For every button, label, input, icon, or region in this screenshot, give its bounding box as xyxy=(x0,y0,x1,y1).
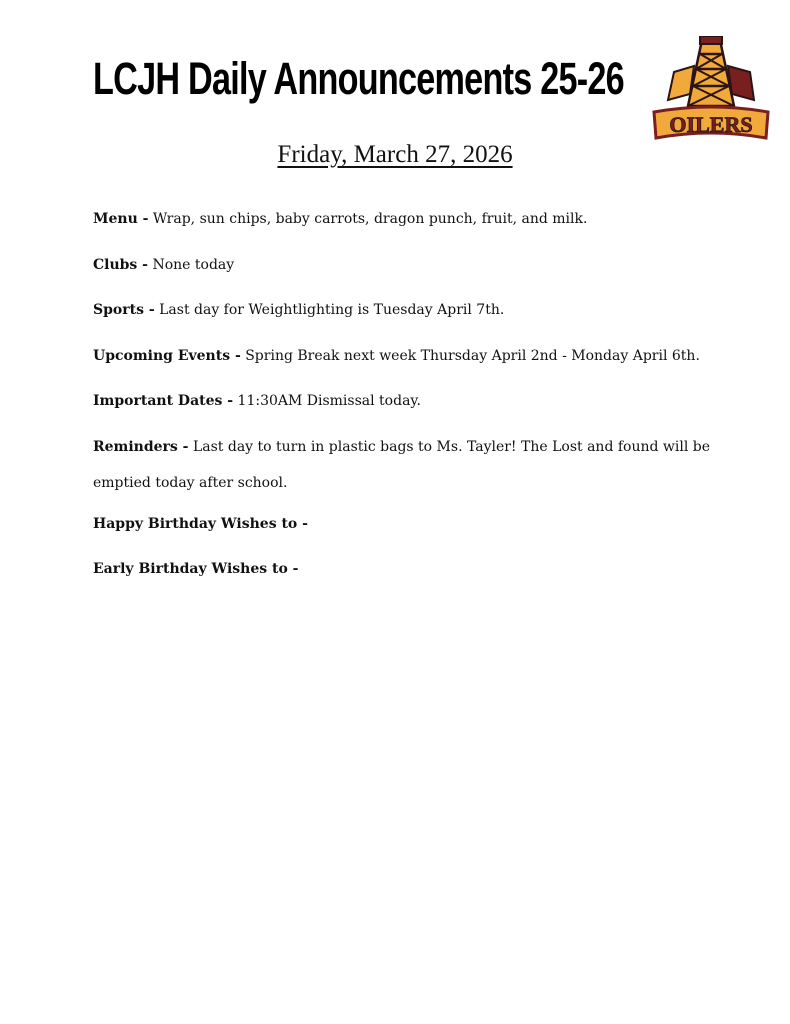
upcoming-events-item xyxy=(93,343,713,371)
menu-item xyxy=(93,206,713,234)
menu-text: Wrap, sun chips, baby carrots, dragon punch, fruit, and milk. xyxy=(152,211,588,227)
sports-label: Sports - xyxy=(93,302,155,318)
upcoming-events-label: Upcoming Events - xyxy=(93,347,241,364)
important-dates-label: Important Dates - xyxy=(93,393,234,409)
oilers-logo xyxy=(650,36,772,142)
early-birthday-item xyxy=(93,556,713,584)
reminders-text: Last day to turn in plastic bags to Ms. Tayler! The Lost and found will be emptied today after school. xyxy=(93,438,711,491)
clubs-text: None today xyxy=(152,256,235,273)
upcoming-events-text: Spring Break next week Thursday April 2nd - Monday April 6th. xyxy=(245,347,700,364)
announcement-list xyxy=(93,206,713,602)
announcement-date: Friday, March 27, 2026 xyxy=(277,141,513,168)
happy-birthday-item xyxy=(93,511,713,539)
logo-wordmark: OILERS xyxy=(669,112,753,137)
happy-birthday-label: Happy Birthday Wishes to - xyxy=(93,515,308,532)
early-birthday-label: Early Birthday Wishes to - xyxy=(93,561,299,577)
page-title: LCJH Daily Announcements 25-26 xyxy=(93,53,624,104)
reminders-item xyxy=(93,429,713,501)
menu-label: Menu - xyxy=(93,211,149,227)
sports-item xyxy=(93,297,713,325)
clubs-item xyxy=(93,252,713,280)
clubs-label: Clubs - xyxy=(93,256,148,273)
reminders-label: Reminders - xyxy=(93,438,189,455)
important-dates-text: 11:30AM Dismissal today. xyxy=(237,393,421,409)
important-dates-item xyxy=(93,388,713,416)
sports-text: Last day for Weightlighting is Tuesday April 7th. xyxy=(159,302,505,318)
